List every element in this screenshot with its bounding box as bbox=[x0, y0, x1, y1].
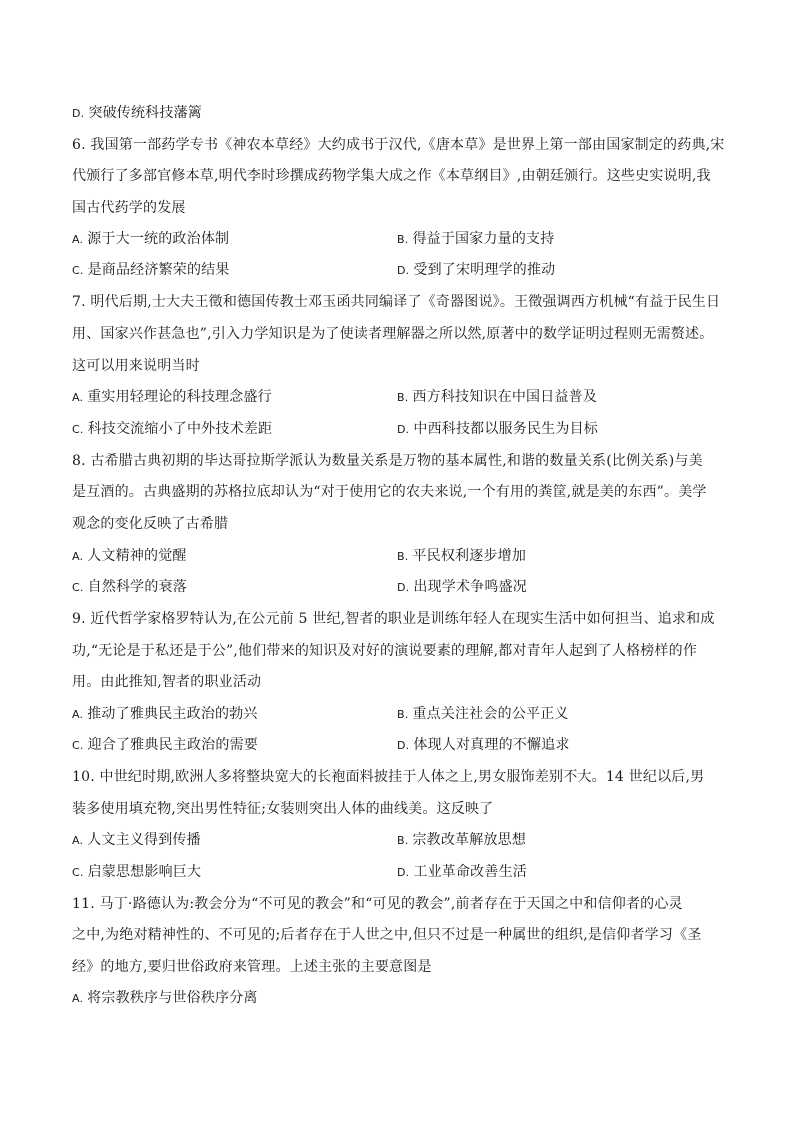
q10-option-d bbox=[397, 862, 527, 883]
option-letter: D. bbox=[397, 866, 410, 879]
option-text: 受到了宋明理学的推动 bbox=[413, 262, 556, 278]
q10-option-c bbox=[72, 862, 201, 883]
option-text: 宗教改革解放思想 bbox=[412, 832, 527, 848]
option-letter: C. bbox=[72, 866, 84, 879]
option-letter: A. bbox=[72, 708, 84, 721]
question-8-line-3: 观念的变化反映了古希腊 bbox=[72, 516, 229, 532]
q8-option-d bbox=[397, 577, 527, 598]
option-letter: A. bbox=[72, 391, 84, 404]
q9-option-d bbox=[397, 735, 570, 756]
option-letter: C. bbox=[72, 581, 84, 594]
option-letter: D. bbox=[397, 739, 410, 752]
option-letter: D. bbox=[72, 107, 85, 120]
question-9-line-2: 功,“无论是于私还是于公”,他们带来的知识及对好的演说要素的理解,都对青年人起到了人格榜样的作 bbox=[72, 643, 698, 659]
question-10-line-2: 装多使用填充物,突出男性特征;女装则突出人体的曲线美。这反映了 bbox=[72, 801, 494, 817]
question-11-line-1: 11. 马丁·路德认为:教会分为“不可见的教会”和“可见的教会”,前者存在于天国之中和信仰者的心灵 bbox=[72, 896, 683, 912]
option-letter: C. bbox=[72, 423, 84, 436]
option-text: 人文精神的觉醒 bbox=[87, 548, 187, 564]
q9-option-c bbox=[72, 735, 258, 756]
option-text: 迎合了雅典民主政治的需要 bbox=[87, 737, 258, 753]
option-text: 平民权利逐步增加 bbox=[412, 548, 527, 564]
option-letter: A. bbox=[72, 992, 84, 1005]
q9-option-b bbox=[397, 704, 569, 725]
option-text: 中西科技都以服务民生为目标 bbox=[413, 421, 598, 437]
q7-option-a bbox=[72, 387, 272, 408]
option-text: 启蒙思想影响巨大 bbox=[87, 864, 202, 880]
q11-option-a bbox=[72, 988, 258, 1009]
option-text: 得益于国家力量的支持 bbox=[412, 231, 555, 247]
option-letter: D. bbox=[397, 264, 410, 277]
q7-option-b bbox=[397, 387, 597, 408]
q7-option-d bbox=[397, 419, 598, 440]
option-letter: C. bbox=[72, 739, 84, 752]
option-letter: B. bbox=[397, 834, 409, 847]
option-text: 人文主义得到传播 bbox=[87, 832, 201, 848]
option-text: 推动了雅典民主政治的勃兴 bbox=[87, 706, 258, 722]
option-text: 将宗教秩序与世俗秩序分离 bbox=[87, 990, 258, 1006]
option-text: 自然科学的衰落 bbox=[87, 579, 187, 595]
question-9-line-1: 9. 近代哲学家格罗特认为,在公元前 5 世纪,智者的职业是训练年轻人在现实生活中如何担当、追求和成 bbox=[72, 611, 715, 627]
q10-option-b bbox=[397, 830, 526, 851]
option-letter: A. bbox=[72, 550, 84, 563]
option-d bbox=[72, 103, 202, 124]
option-text: 西方科技知识在中国日益普及 bbox=[412, 389, 598, 405]
question-7-line-1: 7. 明代后期,士大夫王徵和德国传教士邓玉函共同编译了《奇器图说》。王徵强调西方机械“有益于民生日 bbox=[72, 294, 721, 310]
q6-option-a bbox=[72, 229, 229, 250]
q9-option-a bbox=[72, 704, 258, 725]
option-letter: C. bbox=[72, 264, 84, 277]
q8-option-a bbox=[72, 546, 187, 567]
q6-option-c bbox=[72, 260, 230, 281]
option-letter: D. bbox=[397, 423, 410, 436]
question-6-line-2: 代颁行了多部官修本草,明代李时珍撰成药物学集大成之作《本草纲目》,由朝廷颁行。这些史实说明,我 bbox=[72, 168, 711, 184]
option-text: 重实用轻理论的科技理念盛行 bbox=[87, 389, 272, 405]
option-text: 科技交流缩小了中外技术差距 bbox=[87, 421, 273, 437]
q7-option-c bbox=[72, 419, 272, 440]
question-8-line-1: 8. 古希腊古典初期的毕达哥拉斯学派认为数量关系是万物的基本属性,和谐的数量关系(比例关系)与美 bbox=[72, 453, 703, 469]
option-text: 工业革命改善生活 bbox=[413, 864, 527, 880]
question-10-line-1: 10. 中世纪时期,欧洲人多将整块宽大的长袍面料披挂于人体之上,男女服饰差别不大。14 世纪以后,男 bbox=[72, 769, 705, 785]
q6-option-d bbox=[397, 260, 555, 281]
question-6-line-1: 6. 我国第一部药学专书《神农本草经》大约成书于汉代,《唐本草》是世界上第一部由国家制定的药典,宋 bbox=[72, 137, 725, 153]
option-text: 重点关注社会的公平正义 bbox=[412, 706, 569, 722]
option-letter: B. bbox=[397, 233, 409, 246]
option-letter: A. bbox=[72, 233, 84, 246]
question-6-line-3: 国古代药学的发展 bbox=[72, 200, 186, 216]
option-letter: A. bbox=[72, 834, 84, 847]
question-7-line-2: 用、国家兴作甚急也”,引入力学知识是为了使读者理解器之所以然,原著中的数学证明过程则无需赘述。 bbox=[72, 326, 714, 342]
option-text: 出现学术争鸣盛况 bbox=[413, 579, 527, 595]
question-9-line-3: 用。由此推知,智者的职业活动 bbox=[72, 674, 262, 690]
q6-option-b bbox=[397, 229, 554, 250]
option-text: 是商品经济繁荣的结果 bbox=[87, 262, 230, 278]
question-11-line-3: 经》的地方,要归世俗政府来管理。上述主张的主要意图是 bbox=[72, 959, 432, 975]
option-text: 体现人对真理的不懈追求 bbox=[413, 737, 570, 753]
q10-option-a bbox=[72, 830, 201, 851]
option-letter: B. bbox=[397, 391, 409, 404]
question-11-line-2: 之中,为绝对精神性的、不可见的;后者存在于人世之中,但只不过是一种属世的组织,是信仰者学习《圣 bbox=[72, 927, 702, 943]
option-letter: D. bbox=[397, 581, 410, 594]
option-text: 源于大一统的政治体制 bbox=[87, 231, 230, 247]
option-letter: B. bbox=[397, 550, 409, 563]
q8-option-c bbox=[72, 577, 187, 598]
option-letter: B. bbox=[397, 708, 409, 721]
q8-option-b bbox=[397, 546, 526, 567]
question-7-line-3: 这可以用来说明当时 bbox=[72, 358, 200, 374]
question-8-line-2: 是互酒的。古典盛期的苏格拉底却认为“对于使用它的农夫来说,一个有用的粪筐,就是美的东西”。美学 bbox=[72, 484, 707, 500]
option-text: 突破传统科技藩篱 bbox=[88, 105, 202, 121]
